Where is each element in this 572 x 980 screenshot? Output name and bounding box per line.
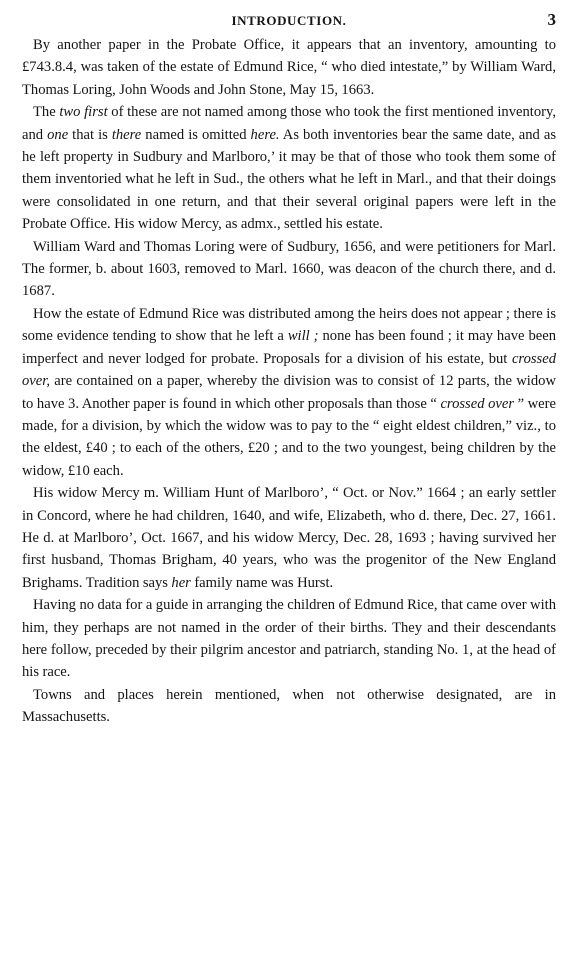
running-title: INTRODUCTION. bbox=[231, 13, 347, 28]
paragraph-children-order bbox=[22, 594, 556, 684]
text-run: By another paper in the Probate Office, it appears that an inventory, amounting to £743.8.4, was taken of the estate of Edmund Rice, “ who died intestate,” by William Ward, Thomas Loring, John Woods and John Stone, May 15, 1663. bbox=[22, 37, 556, 98]
italic-text: crossed over bbox=[440, 395, 515, 412]
paragraph-towns bbox=[22, 684, 556, 729]
text-run: Towns and places herein mentioned, when not otherwise designated, are in Massachusetts. bbox=[22, 686, 556, 726]
text-run: William Ward and Thomas Loring were of Sudbury, 1656, and were petitioners for Marl. The former, b. about 1603, removed to Marl. 1660, was deacon of the church there, and d. 1687. bbox=[22, 238, 556, 300]
text-run: The bbox=[33, 104, 60, 121]
text-run: His widow Mercy m. William Hunt of Marlboro’, “ Oct. or Nov.” 1664 ; an early settler in Concord, where he had children, 1640, and wife, Elizabeth, who d. there, Dec. 27, 1661. He d. at Marlboro’, Oct. 1667, and his widow Mercy, Dec. 28, 1693 ; having survived her first husband, Thomas Brigham, 40 years, who was the progenitor of the New England Brighams. Tradition says bbox=[22, 485, 556, 591]
text-run: are contained on a paper, whereby the division was to consist of 12 parts, the widow to have 3. Another paper is found in which other proposals than those “ bbox=[22, 373, 556, 412]
text-run: named is omitted bbox=[141, 126, 251, 143]
italic-text: there bbox=[111, 126, 142, 143]
text-run: ” were made, for a division, by which the widow was to pay to the “ eight eldest children,” viz., to the eldest, £40 ; to each of the others, £20 ; and to the two youngest, being children by the widow, £10 each. bbox=[22, 395, 556, 479]
book-page bbox=[22, 10, 556, 729]
text-run: that is bbox=[68, 126, 112, 143]
italic-text: one bbox=[47, 126, 69, 143]
paragraph-inventory bbox=[22, 34, 556, 101]
text-run: of these are not named among those who took the first mentioned inventory, and bbox=[22, 104, 556, 143]
paragraph-ward-loring bbox=[22, 236, 556, 303]
paragraph-estate-distribution bbox=[22, 303, 556, 482]
paragraph-appraisers bbox=[22, 101, 556, 235]
italic-text: crossed over, bbox=[22, 350, 556, 390]
italic-text: here. bbox=[250, 126, 280, 143]
body-text bbox=[22, 34, 556, 729]
italic-text: will ; bbox=[287, 328, 319, 345]
italic-text: her bbox=[171, 574, 191, 591]
text-run: Having no data for a guide in arranging the children of Edmund Rice, that came over with him, they perhaps are not named in the order of their births. They and their descendants here follow, preceded by their pilgrim ancestor and patriarch, standing No. 1, at the head of his race. bbox=[22, 597, 556, 681]
text-run: family name was Hurst. bbox=[190, 574, 334, 591]
page-header bbox=[22, 10, 556, 32]
page-number: 3 bbox=[547, 10, 556, 29]
paragraph-widow-mercy bbox=[22, 482, 556, 594]
text-run: As both inventories bear the same date, and as he left property in Sudbury and Marlboro,’ it may be that of those who took them some of them inventoried what he left in Sud., the others what he left in Marl., and that their doings were consolidated in one return, and that their several original papers were left in the Probate Office. His widow Mercy, as admx., settled his estate. bbox=[22, 126, 556, 233]
text-run: How the estate of Edmund Rice was distributed among the heirs does not appear ; there is some evidence tending to show that he left a bbox=[22, 305, 556, 345]
text-run: none has been found ; it may have been imperfect and never lodged for probate. Proposals for a division of his estate, but bbox=[22, 328, 556, 367]
italic-text: two first bbox=[59, 104, 108, 121]
